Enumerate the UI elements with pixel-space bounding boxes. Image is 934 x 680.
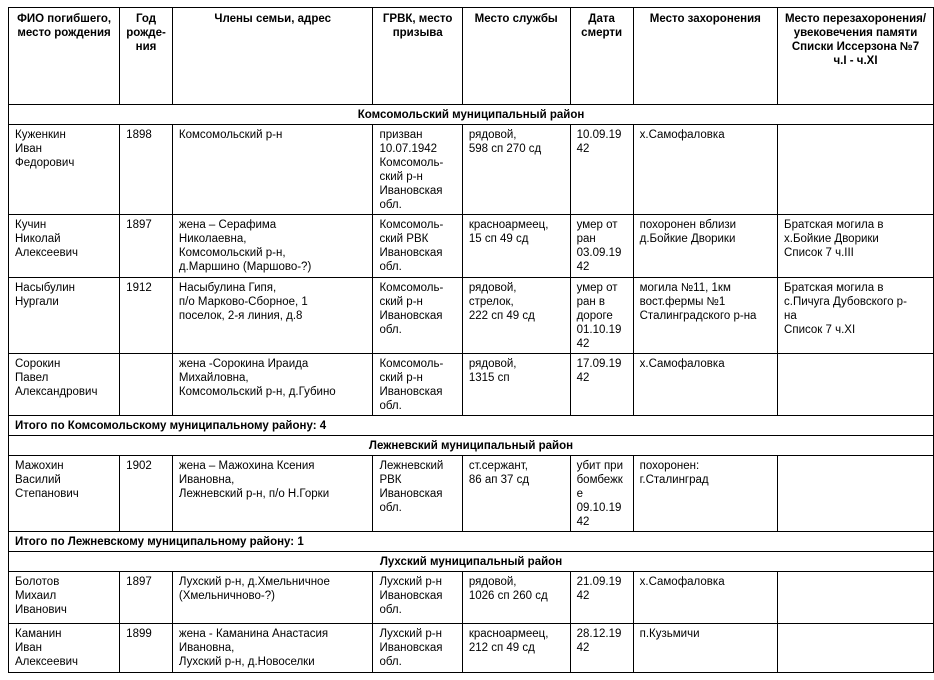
region-row (9, 552, 934, 572)
birth-year-cell: 1898 (120, 125, 173, 215)
table-row (9, 572, 934, 624)
name-cell: Куженкин Иван Федорович (9, 125, 120, 215)
service-cell: ст.сержант, 86 ап 37 сд (462, 456, 570, 532)
memorial-table (8, 7, 934, 673)
family-address-cell: жена - Каманина Анастасия Ивановна, Лухский р-н, д.Новоселки (172, 624, 373, 673)
death-date-cell: 10.09.1942 (570, 125, 633, 215)
birth-year-cell: 1899 (120, 624, 173, 673)
death-date-cell: 17.09.1942 (570, 354, 633, 416)
death-date-cell: убит при бомбежке 09.10.1942 (570, 456, 633, 532)
grvk-cell: Комсомоль- ский РВК Ивановская обл. (373, 215, 462, 278)
table-row (9, 215, 934, 278)
family-address-cell: жена – Мажохина Ксения Ивановна, Лежневский р-н, п/о Н.Горки (172, 456, 373, 532)
birth-year-cell: 1912 (120, 278, 173, 354)
section-total: Итого по Лежневскому муниципальному району: 1 (9, 532, 934, 552)
total-row (9, 532, 934, 552)
birth-year-cell: 1897 (120, 572, 173, 624)
service-cell: красноармеец, 212 сп 49 сд (462, 624, 570, 673)
birth-year-cell: 1897 (120, 215, 173, 278)
burial-cell: п.Кузьмичи (633, 624, 777, 673)
service-cell: рядовой, стрелок, 222 сп 49 сд (462, 278, 570, 354)
burial-cell: х.Самофаловка (633, 354, 777, 416)
name-cell: Сорокин Павел Александрович (9, 354, 120, 416)
name-cell: Насыбулин Нургали (9, 278, 120, 354)
col-service-place-header: Место службы (462, 8, 570, 105)
family-address-cell: жена – Серафима Николаевна, Комсомольский р-н, д.Маршино (Маршово-?) (172, 215, 373, 278)
col-grvk-conscription-header: ГРВК, место призыва (373, 8, 462, 105)
birth-year-cell: 1902 (120, 456, 173, 532)
header-row (9, 8, 934, 105)
region-title: Лухский муниципальный район (9, 552, 934, 572)
burial-cell: похоронен: г.Сталинград (633, 456, 777, 532)
death-date-cell: умер от ран в дороге 01.10.1942 (570, 278, 633, 354)
reburial-cell (778, 354, 934, 416)
name-cell: Мажохин Василий Степанович (9, 456, 120, 532)
service-cell: рядовой, 598 сп 270 сд (462, 125, 570, 215)
grvk-cell: Комсомоль- ский р-н Ивановская обл. (373, 278, 462, 354)
reburial-cell: Братская могила в х.Бойкие Дворики Список 7 ч.III (778, 215, 934, 278)
col-burial-place-header: Место захоронения (633, 8, 777, 105)
death-date-cell: 21.09.1942 (570, 572, 633, 624)
col-birth-year-header: Год рожде-ния (120, 8, 173, 105)
service-cell: красноармеец, 15 сп 49 сд (462, 215, 570, 278)
family-address-cell: Комсомольский р-н (172, 125, 373, 215)
burial-cell: похоронен вблизи д.Бойкие Дворики (633, 215, 777, 278)
grvk-cell: Лухский р-н Ивановская обл. (373, 572, 462, 624)
service-cell: рядовой, 1315 сп (462, 354, 570, 416)
family-address-cell: жена -Сорокина Ираида Михайловна, Комсомольский р-н, д.Губино (172, 354, 373, 416)
death-date-cell: 28.12.1942 (570, 624, 633, 673)
grvk-cell: Комсомоль- ский р-н Ивановская обл. (373, 354, 462, 416)
col-death-date-header: Дата смерти (570, 8, 633, 105)
total-row (9, 416, 934, 436)
reburial-cell (778, 572, 934, 624)
region-row (9, 105, 934, 125)
col-name-birthplace-header: ФИО погибшего, место рождения (9, 8, 120, 105)
col-family-address-header: Члены семьи, адрес (172, 8, 373, 105)
section-total: Итого по Комсомольскому муниципальному району: 4 (9, 416, 934, 436)
grvk-cell: призван 10.07.1942 Комсомоль- ский р-н Ивановская обл. (373, 125, 462, 215)
reburial-cell: Братская могила в с.Пичуга Дубовского р- на Список 7 ч.XI (778, 278, 934, 354)
burial-cell: могила №11, 1км вост.фермы №1 Сталинградского р-на (633, 278, 777, 354)
family-address-cell: Насыбулина Гипя, п/о Марково-Сборное, 1 поселок, 2-я линия, д.8 (172, 278, 373, 354)
table-row (9, 125, 934, 215)
table-row (9, 456, 934, 532)
birth-year-cell (120, 354, 173, 416)
death-date-cell: умер от ран 03.09.1942 (570, 215, 633, 278)
table-header (9, 8, 934, 105)
family-address-cell: Лухский р-н, д.Хмельничное (Хмельничново-?) (172, 572, 373, 624)
name-cell: Каманин Иван Алексеевич (9, 624, 120, 673)
table-row (9, 624, 934, 673)
burial-cell: х.Самофаловка (633, 572, 777, 624)
name-cell: Болотов Михаил Иванович (9, 572, 120, 624)
grvk-cell: Лежневский РВК Ивановская обл. (373, 456, 462, 532)
table-body (9, 105, 934, 673)
table-row (9, 354, 934, 416)
reburial-cell (778, 125, 934, 215)
service-cell: рядовой, 1026 сп 260 сд (462, 572, 570, 624)
burial-cell: х.Самофаловка (633, 125, 777, 215)
reburial-cell (778, 624, 934, 673)
region-title: Лежневский муниципальный район (9, 436, 934, 456)
region-row (9, 436, 934, 456)
region-title: Комсомольский муниципальный район (9, 105, 934, 125)
table-row (9, 278, 934, 354)
col-reburial-memorial-header: Место перезахоронения/ увековечения памяти Списки Иссерзона №7 ч.I - ч.XI (778, 8, 934, 105)
reburial-cell (778, 456, 934, 532)
name-cell: Кучин Николай Алексеевич (9, 215, 120, 278)
grvk-cell: Лухский р-н Ивановская обл. (373, 624, 462, 673)
